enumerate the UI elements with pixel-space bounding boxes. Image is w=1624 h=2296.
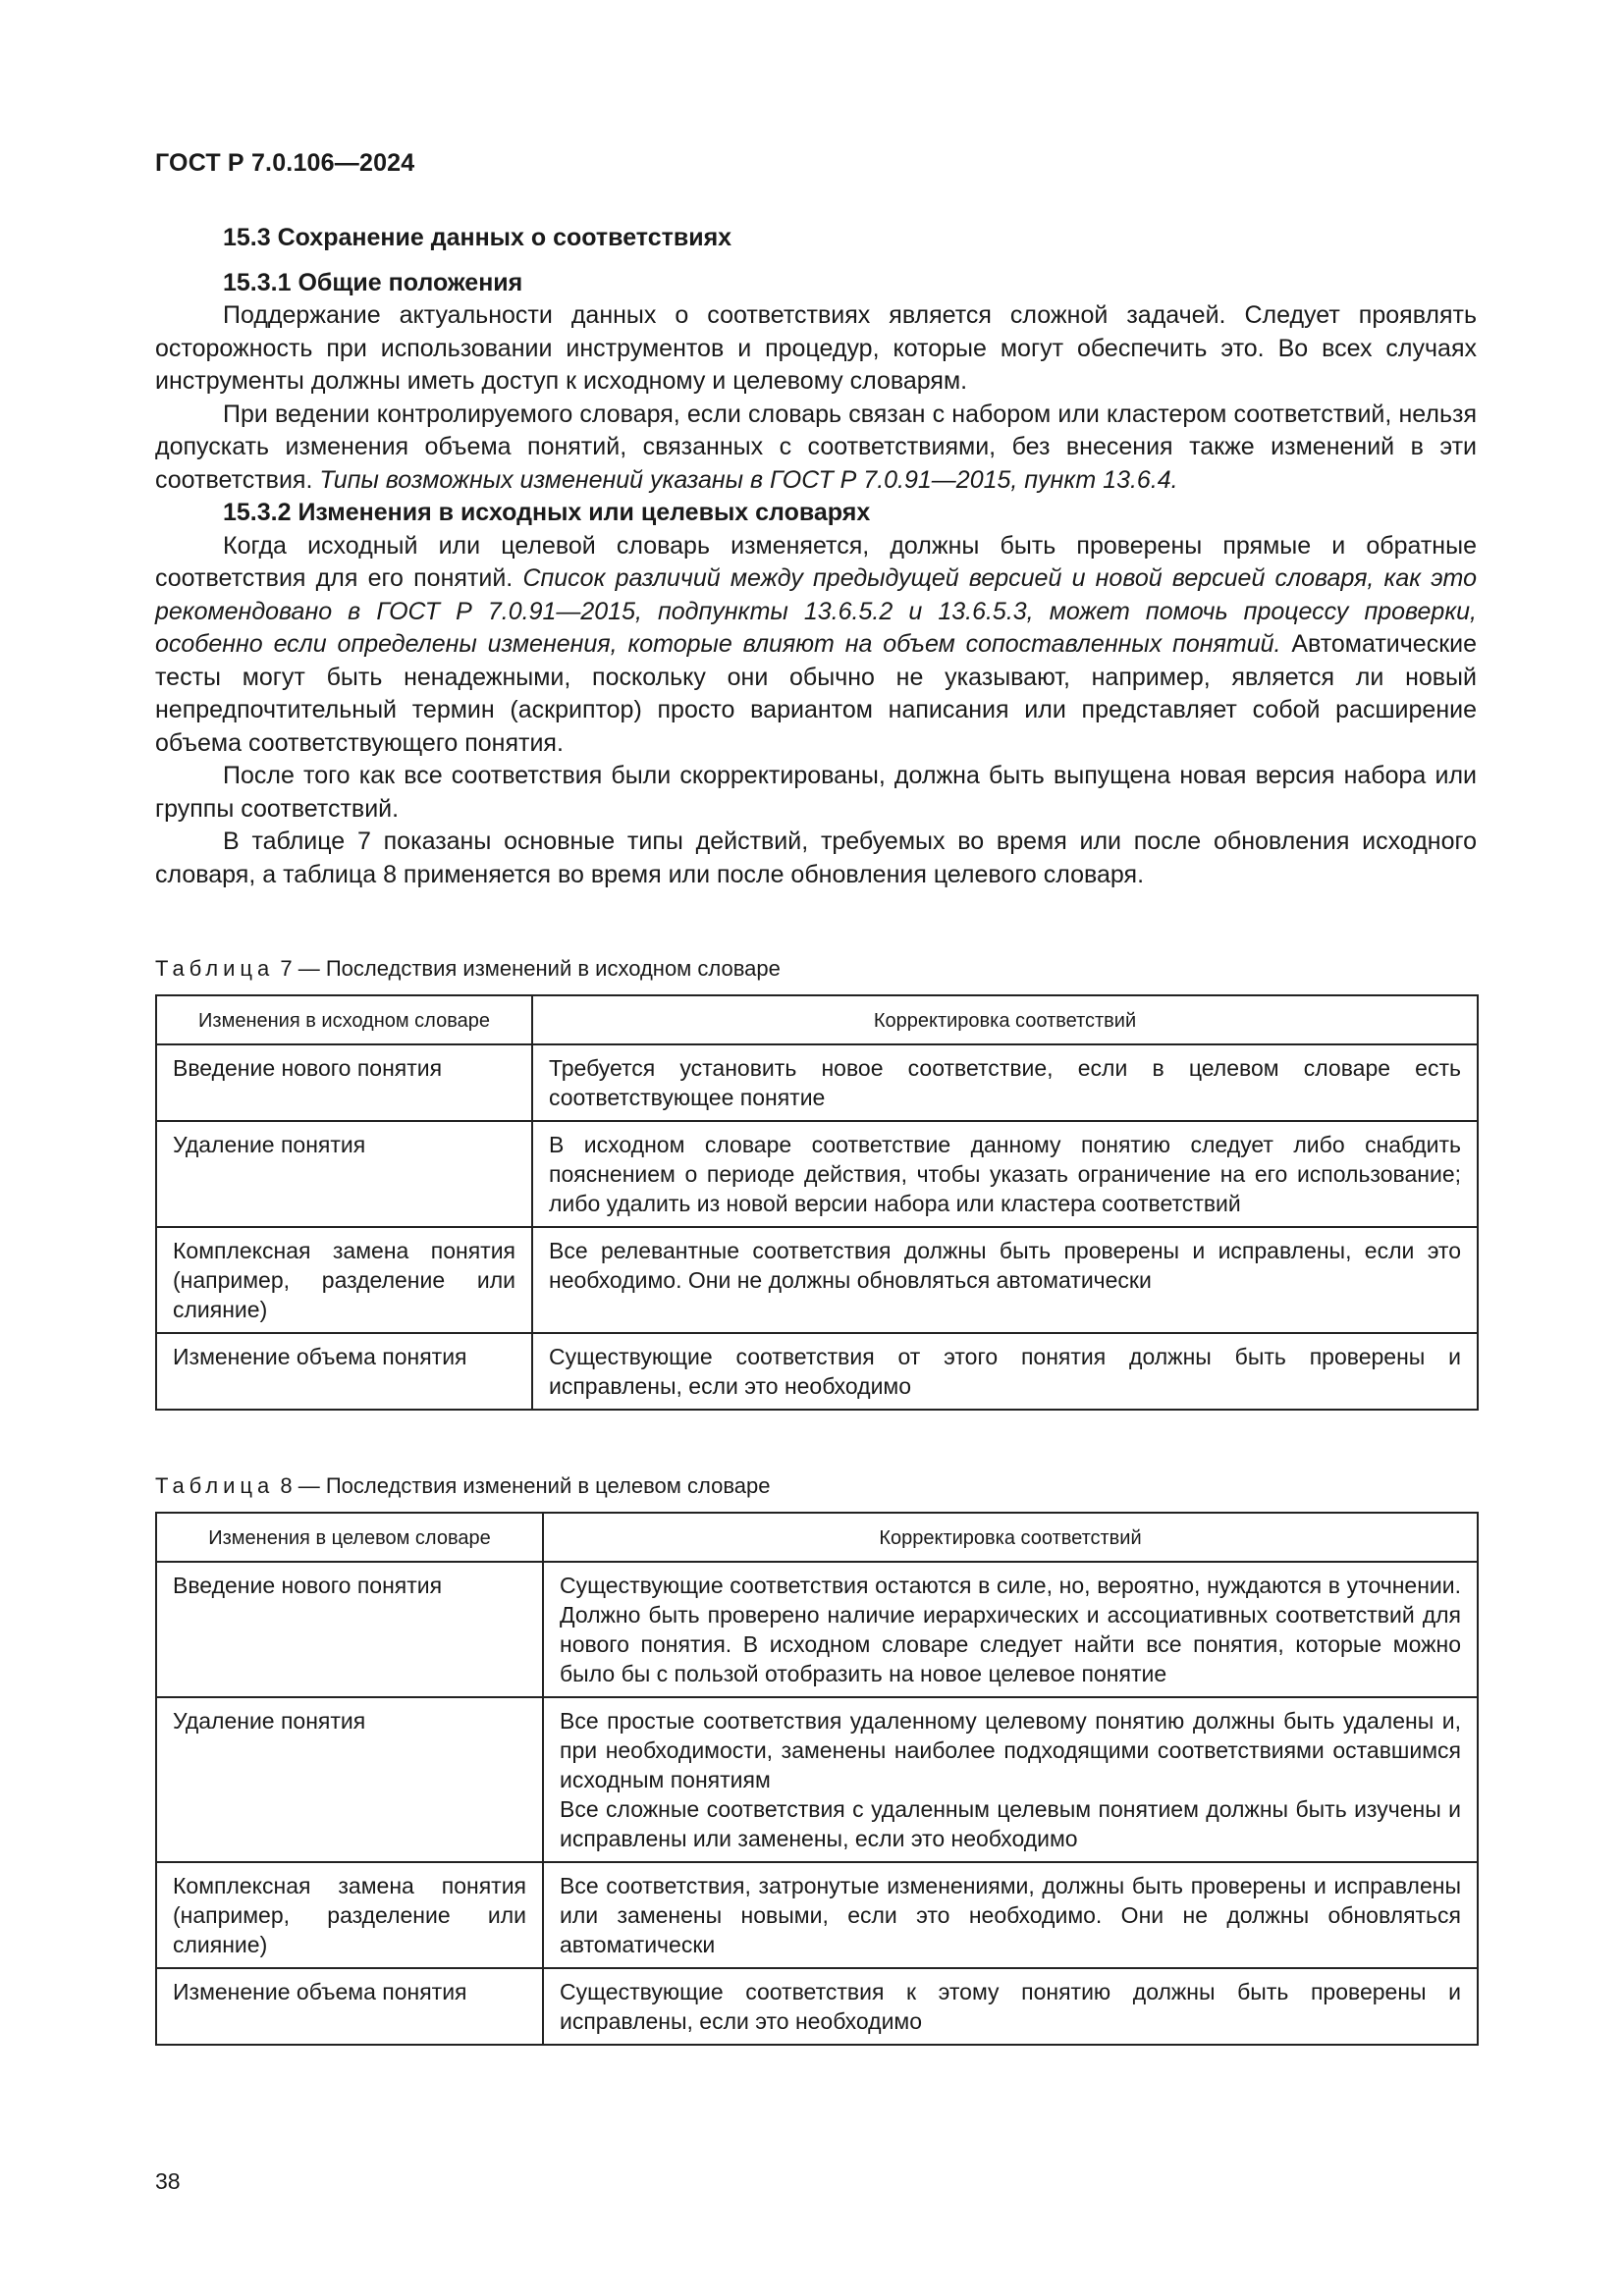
column-header: Корректировка соответствий <box>543 1513 1478 1562</box>
table-cell: Все соответствия, затронутые изменениями, должны быть проверены и исправлены или заменены новыми, если это необходимо. Они не должны обновляться автоматически <box>543 1862 1478 1968</box>
paragraph: После того как все соответствия были скорректированы, должна быть выпущена новая версия набора или группы соответствий. <box>155 762 1477 823</box>
table-cell <box>543 1697 1478 1862</box>
table-row <box>156 1121 1478 1227</box>
section-heading-15-3-2: 15.3.2 Изменения в исходных или целевых словарях <box>223 499 871 526</box>
paragraph: В таблице 7 показаны основные типы действий, требуемых во время или после обновления исходного словаря, а таблица 8 применяется во время или после обновления целевого словаря. <box>155 828 1477 888</box>
table-cell: Комплексная замена понятия (например, разделение или слияние) <box>156 1862 543 1968</box>
table-cell: Существующие соответствия от этого понятия должны быть проверены и исправлены, если это необходимо <box>532 1333 1478 1410</box>
table-8-caption: Таблица 8 — Последствия изменений в целевом словаре <box>155 1473 771 1498</box>
section-heading-15-3-1: 15.3.1 Общие положения <box>223 268 523 296</box>
column-header: Корректировка соответствий <box>532 995 1478 1044</box>
table-cell: Комплексная замена понятия (например, разделение или слияние) <box>156 1227 532 1333</box>
table-row <box>156 1227 1478 1333</box>
table-row <box>156 1562 1478 1697</box>
cell-text: Все простые соответствия удаленному целевому понятию должны быть удалены и, при необходимости, заменены наиболее подходящими соответствиями оставшимся исходным понятиям <box>560 1708 1461 1792</box>
column-header: Изменения в целевом словаре <box>156 1513 543 1562</box>
table-7-caption: Таблица 7 — Последствия изменений в исходном словаре <box>155 956 781 981</box>
document-body <box>155 222 1477 891</box>
table-cell: Изменение объема понятия <box>156 1968 543 2045</box>
table-cell: Введение нового понятия <box>156 1044 532 1121</box>
column-header: Изменения в исходном словаре <box>156 995 532 1044</box>
table-row <box>156 1333 1478 1410</box>
table-cell: Введение нового понятия <box>156 1562 543 1697</box>
paragraph: Когда исходный или целевой словарь изменяется, должны быть проверены прямые и обратные соответствия для его понятий. Список различий между предыдущей версией и новой версией словаря, как это рекомендовано в ГОСТ Р 7.0.91—2015, подпункты 13.6.5.2 и 13.6.5.3, может помочь процессу проверки, особенно если определены изменения, которые влияют на объем сопоставленных понятий. Автоматические тесты могут быть ненадежными, поскольку они обычно не указывают, например, является ли новый непредпочтительный термин (аскриптор) просто вариантом написания или представляет собой расширение объема соответствующего понятия. <box>155 531 1478 757</box>
table-row <box>156 1697 1478 1862</box>
cell-text: Все сложные соответствия с удаленным целевым понятием должны быть изучены и исправлены или заменены, если это необходимо <box>560 1796 1461 1851</box>
table-8 <box>155 1512 1479 2046</box>
table-header-row <box>156 995 1478 1044</box>
table-row <box>156 1044 1478 1121</box>
paragraph: При ведении контролируемого словаря, если словарь связан с набором или кластером соответствий, нельзя допускать изменения объема понятий, связанных с соответствиями, без внесения также изменений в эти соответствия. Типы возможных изменений указаны в ГОСТ Р 7.0.91—2015, пункт 13.6.4. <box>155 400 1477 494</box>
table-cell: Изменение объема понятия <box>156 1333 532 1410</box>
document-header: ГОСТ Р 7.0.106—2024 <box>155 149 415 177</box>
table-header-row <box>156 1513 1478 1562</box>
table-cell: Удаление понятия <box>156 1121 532 1227</box>
table-cell: В исходном словаре соответствие данному понятию следует либо снабдить пояснением о периоде действия, чтобы указать ограничение на его использование; либо удалить из новой версии набора или кластера соответствий <box>532 1121 1478 1227</box>
table-cell: Удаление понятия <box>156 1697 543 1862</box>
section-heading-15-3: 15.3 Сохранение данных о соответствиях <box>223 224 732 251</box>
paragraph: Поддержание актуальности данных о соответствиях является сложной задачей. Следует проявлять осторожность при использовании инструментов и процедур, которые могут обеспечить это. Во всех случаях инструменты должны иметь доступ к исходному и целевому словарям. <box>155 301 1477 395</box>
table-cell: Существующие соответствия к этому понятию должны быть проверены и исправлены, если это необходимо <box>543 1968 1478 2045</box>
table-cell: Требуется установить новое соответствие, если в целевом словаре есть соответствующее понятие <box>532 1044 1478 1121</box>
table-7 <box>155 994 1479 1411</box>
table-cell: Существующие соответствия остаются в силе, но, вероятно, нуждаются в уточнении. Должно быть проверено наличие иерархических и ассоциативных соответствий для нового понятия. В исходном словаре следует найти все понятия, которые можно было бы с пользой отобразить на новое целевое понятие <box>543 1562 1478 1697</box>
table-cell: Все релевантные соответствия должны быть проверены и исправлены, если это необходимо. Они не должны обновляться автоматически <box>532 1227 1478 1333</box>
table-row <box>156 1968 1478 2045</box>
page-number: 38 <box>155 2168 181 2194</box>
table-row <box>156 1862 1478 1968</box>
